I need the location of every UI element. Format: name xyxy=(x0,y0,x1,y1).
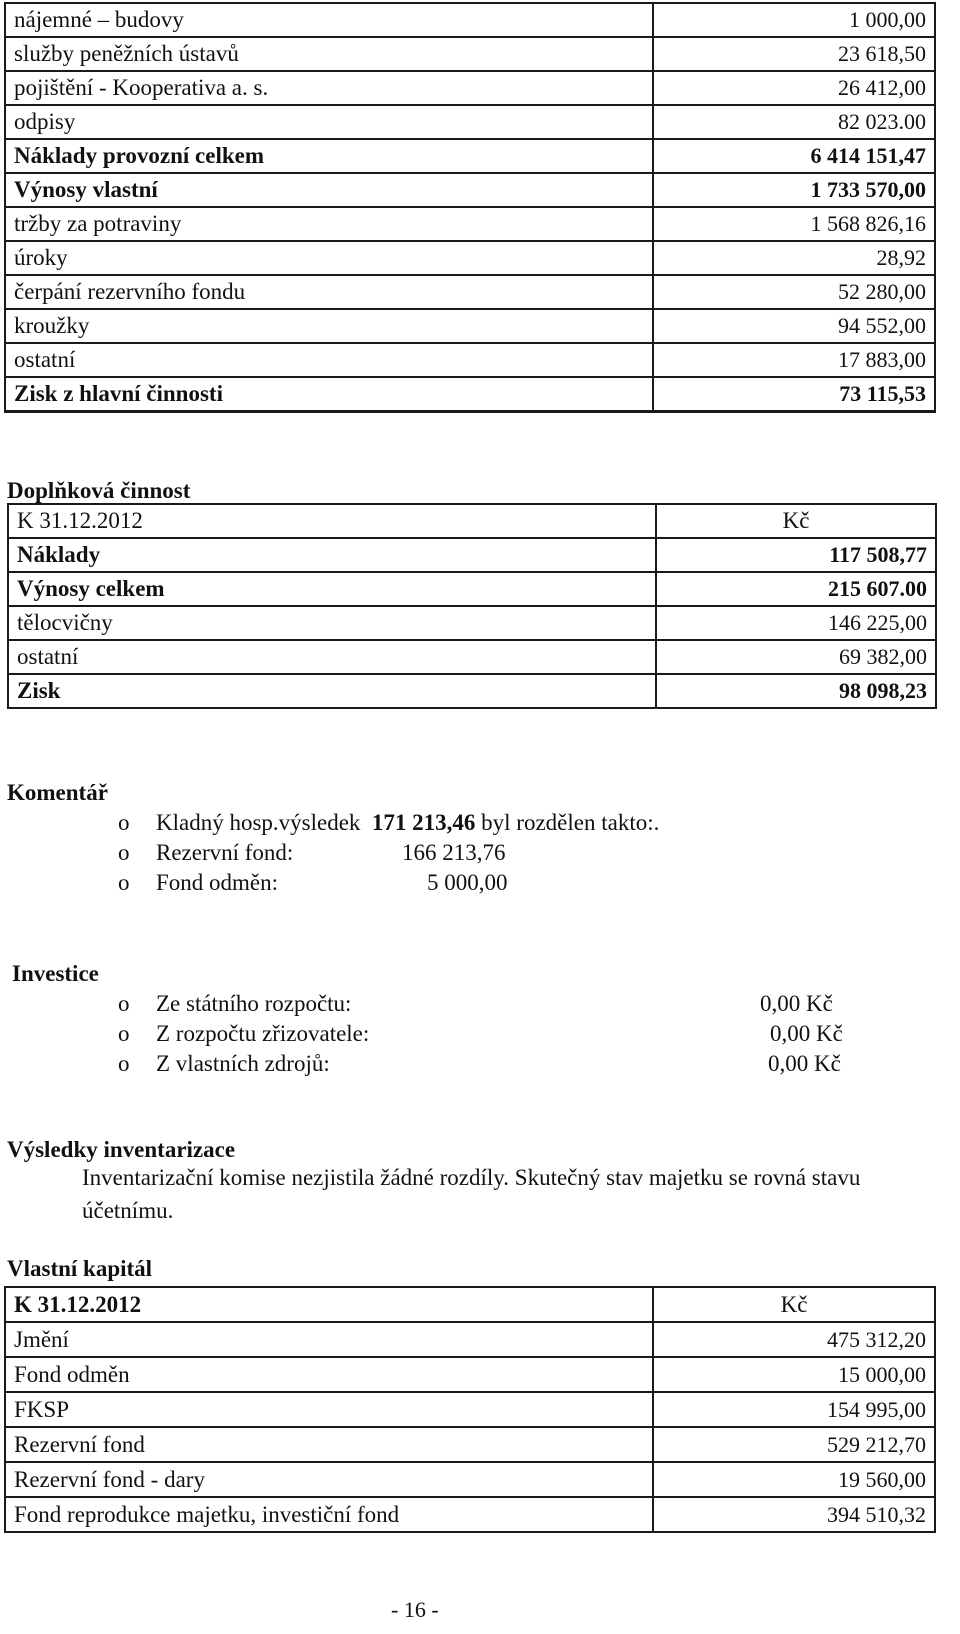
row-label: odpisy xyxy=(5,105,653,139)
row-label: nájemné – budovy xyxy=(5,3,653,37)
date-label: K 31.12.2012 xyxy=(5,1287,653,1322)
equity-heading: Vlastní kapitál xyxy=(7,1256,153,1281)
investment-label: Ze státního rozpočtu: xyxy=(156,991,352,1016)
row-value: 23 618,50 xyxy=(653,37,935,71)
table-row xyxy=(8,572,936,606)
comment-line xyxy=(118,810,818,840)
reserve-fund-value: 166 213,76 xyxy=(402,840,506,865)
table-row xyxy=(5,139,935,173)
row-value: 69 382,00 xyxy=(656,640,936,674)
row-value: 19 560,00 xyxy=(653,1462,935,1497)
row-value: 28,92 xyxy=(653,241,935,275)
investment-line xyxy=(118,1051,858,1081)
row-value: 117 508,77 xyxy=(656,538,936,572)
row-label: úroky xyxy=(5,241,653,275)
inventory-heading: Výsledky inventarizace xyxy=(7,1137,236,1162)
row-value: 15 000,00 xyxy=(653,1357,935,1392)
row-label: služby peněžních ústavů xyxy=(5,37,653,71)
investment-heading: Investice xyxy=(12,961,99,986)
row-value: 98 098,23 xyxy=(656,674,936,708)
reward-fund-value: 5 000,00 xyxy=(427,870,508,895)
row-label: Zisk z hlavní činnosti xyxy=(5,377,653,411)
row-value: 17 883,00 xyxy=(653,343,935,377)
secondary-activity-table xyxy=(7,503,937,709)
bullet: o xyxy=(118,810,130,835)
secondary-activity-heading: Doplňková činnost xyxy=(7,478,191,503)
investment-value: 0,00 Kč xyxy=(768,1051,841,1076)
comment-heading: Komentář xyxy=(7,780,108,805)
row-label: FKSP xyxy=(5,1392,653,1427)
row-value: 82 023.00 xyxy=(653,105,935,139)
table-row xyxy=(5,1357,935,1392)
row-value: 146 225,00 xyxy=(656,606,936,640)
row-label: kroužky xyxy=(5,309,653,343)
date-label: K 31.12.2012 xyxy=(8,504,656,538)
row-label: ostatní xyxy=(8,640,656,674)
row-value: 475 312,20 xyxy=(653,1322,935,1357)
row-label: tržby za potraviny xyxy=(5,207,653,241)
row-label: čerpání rezervního fondu xyxy=(5,275,653,309)
row-label: Náklady provozní celkem xyxy=(5,139,653,173)
row-value: 1 568 826,16 xyxy=(653,207,935,241)
reserve-fund-label: Rezervní fond: xyxy=(156,840,294,865)
row-value: 6 414 151,47 xyxy=(653,139,935,173)
row-label: Rezervní fond xyxy=(5,1427,653,1462)
row-label: Výnosy celkem xyxy=(8,572,656,606)
inventory-text: Inventarizační komise nezjistila žádné rozdíly. Skutečný stav majetku se rovná stavu účetnímu. xyxy=(82,1165,861,1223)
bullet: o xyxy=(118,1021,130,1046)
table-row xyxy=(5,275,935,309)
reward-fund-label: Fond odměn: xyxy=(156,870,279,895)
table-header-row xyxy=(8,504,936,538)
row-value: 1 733 570,00 xyxy=(653,173,935,207)
row-label: tělocvičny xyxy=(8,606,656,640)
table-row xyxy=(5,343,935,377)
row-label: Jmění xyxy=(5,1322,653,1357)
row-label: Výnosy vlastní xyxy=(5,173,653,207)
comment-line xyxy=(118,870,618,900)
row-label: ostatní xyxy=(5,343,653,377)
row-value: 394 510,32 xyxy=(653,1497,935,1532)
investment-line xyxy=(118,1021,858,1051)
table-row xyxy=(8,606,936,640)
investment-label: Z vlastních zdrojů: xyxy=(156,1051,330,1076)
table-row xyxy=(5,105,935,139)
row-value: 94 552,00 xyxy=(653,309,935,343)
comment-tail: byl rozdělen takto:. xyxy=(481,810,660,835)
currency-unit: Kč xyxy=(656,504,936,538)
comment-line xyxy=(118,840,618,870)
row-label: Fond odměn xyxy=(5,1357,653,1392)
row-value: 154 995,00 xyxy=(653,1392,935,1427)
table-row xyxy=(5,207,935,241)
investment-label: Z rozpočtu zřizovatele: xyxy=(156,1021,370,1046)
row-label: Rezervní fond - dary xyxy=(5,1462,653,1497)
table-row xyxy=(5,1462,935,1497)
bullet: o xyxy=(118,1051,130,1076)
row-value: 73 115,53 xyxy=(653,377,935,411)
row-value: 215 607.00 xyxy=(656,572,936,606)
row-label: Zisk xyxy=(8,674,656,708)
table-row xyxy=(8,538,936,572)
equity-table xyxy=(4,1286,936,1533)
table-row xyxy=(5,71,935,105)
table-row xyxy=(5,1427,935,1462)
table-row xyxy=(5,309,935,343)
investment-value: 0,00 Kč xyxy=(760,991,833,1016)
bullet: o xyxy=(118,870,130,895)
page-number: - 16 - xyxy=(391,1597,439,1622)
bullet: o xyxy=(118,840,130,865)
table-row xyxy=(8,674,936,708)
table-row xyxy=(5,241,935,275)
currency-unit: Kč xyxy=(653,1287,935,1322)
comment-lead: Kladný hosp.výsledek xyxy=(156,810,361,835)
row-value: 529 212,70 xyxy=(653,1427,935,1462)
table-row xyxy=(8,640,936,674)
operating-table xyxy=(4,2,936,413)
row-label: Fond reprodukce majetku, investiční fond xyxy=(5,1497,653,1532)
comment-amount: 171 213,46 xyxy=(371,810,476,835)
table-row xyxy=(5,3,935,37)
table-row xyxy=(5,1322,935,1357)
comment-text xyxy=(156,810,659,836)
row-value: 52 280,00 xyxy=(653,275,935,309)
row-value: 26 412,00 xyxy=(653,71,935,105)
bullet: o xyxy=(118,991,130,1016)
row-label: Náklady xyxy=(8,538,656,572)
row-label: pojištění - Kooperativa a. s. xyxy=(5,71,653,105)
table-row xyxy=(5,377,935,411)
table-row xyxy=(5,1497,935,1532)
investment-value: 0,00 Kč xyxy=(770,1021,843,1046)
table-header-row xyxy=(5,1287,935,1322)
table-row xyxy=(5,173,935,207)
row-value: 1 000,00 xyxy=(653,3,935,37)
investment-line xyxy=(118,991,858,1021)
table-row xyxy=(5,1392,935,1427)
table-row xyxy=(5,37,935,71)
